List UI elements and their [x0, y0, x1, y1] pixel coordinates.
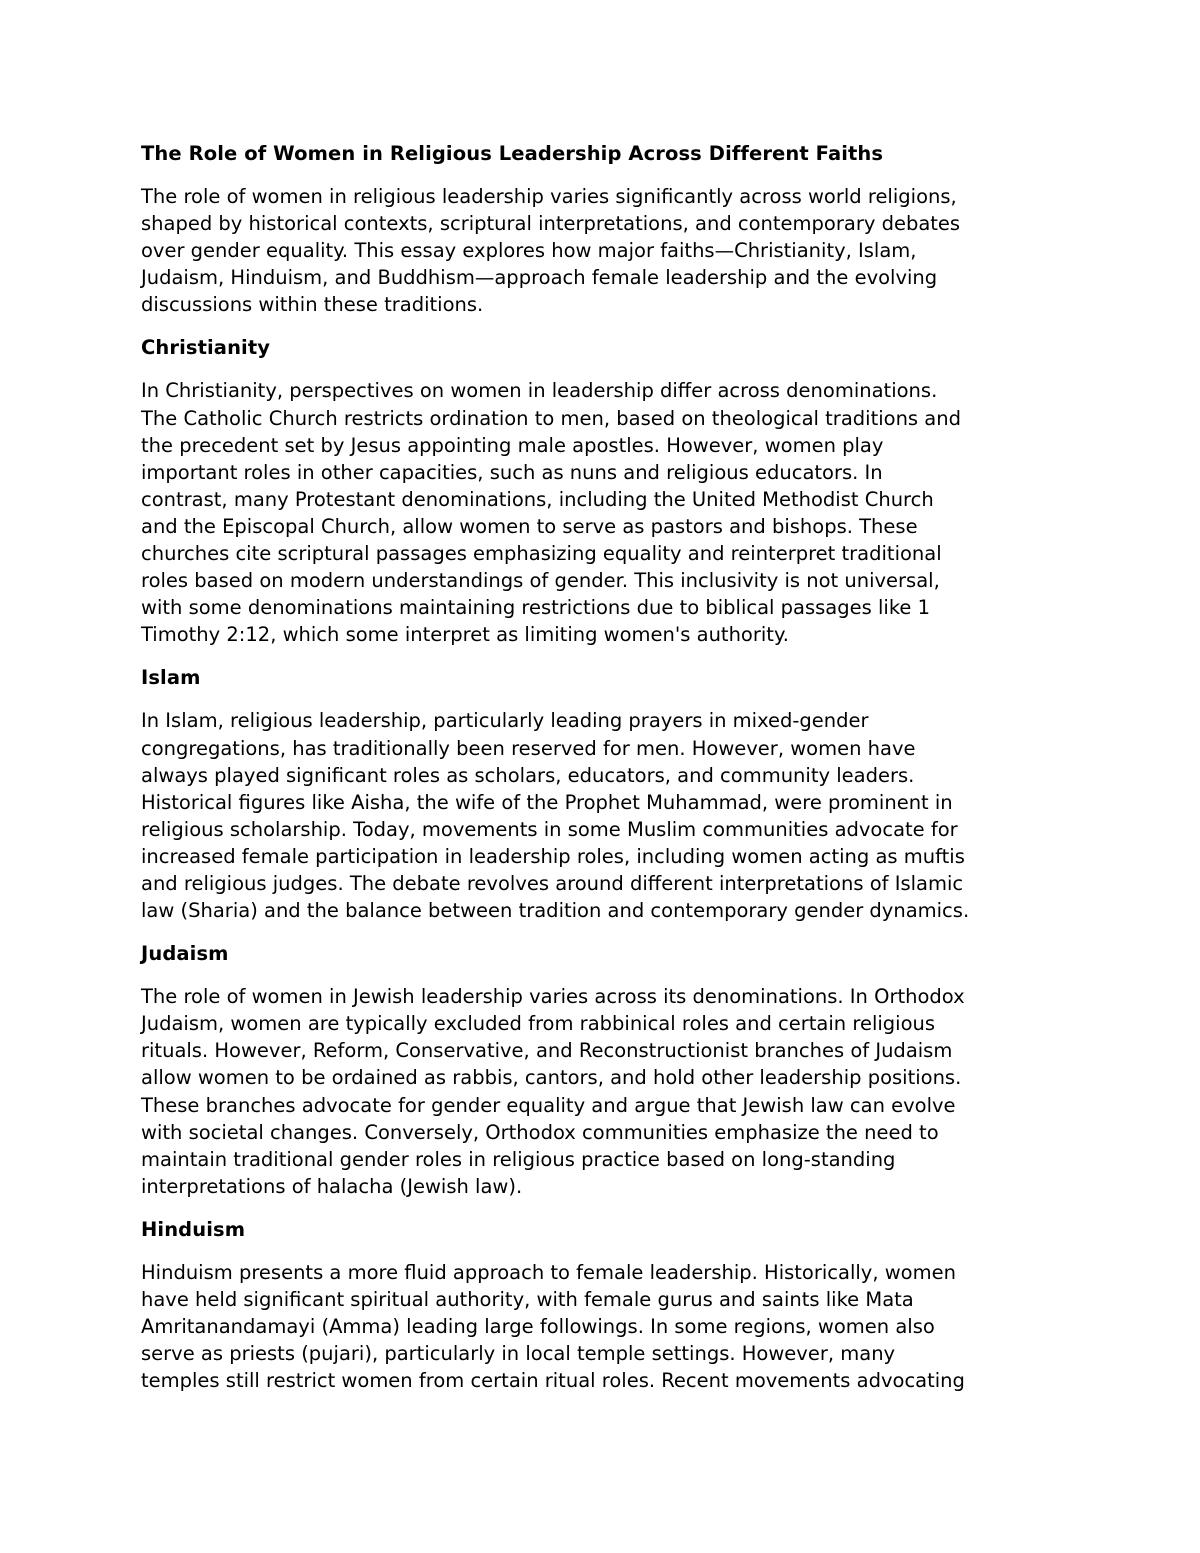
text-line: Amritanandamayi (Amma) leading large followings. In some regions, women also	[141, 1315, 935, 1339]
section-paragraph-hinduism	[141, 1259, 1076, 1394]
text-line: serve as priests (pujari), particularly in local temple settings. However, many	[141, 1342, 896, 1366]
section-heading-christianity: Christianity	[141, 336, 271, 360]
text-line: roles based on modern understandings of gender. This inclusivity is not universal,	[141, 569, 940, 593]
text-line: These branches advocate for gender equality and argue that Jewish law can evolve	[141, 1093, 956, 1117]
text-line: In Islam, religious leadership, particularly leading prayers in mixed-gender	[141, 709, 869, 733]
text-line: The role of women in religious leadership varies significantly across world religions,	[141, 185, 957, 208]
text-line: religious scholarship. Today, movements in some Muslim communities advocate for	[141, 817, 958, 841]
text-line: always played significant roles as scholars, educators, and community leaders.	[141, 763, 915, 787]
text-line: Hinduism presents a more fluid approach to female leadership. Historically, women	[141, 1260, 956, 1284]
document-page	[141, 140, 1076, 1410]
section-paragraph-islam	[141, 707, 1076, 924]
text-line: The role of women in Jewish leadership varies across its denominations. In Orthodox	[141, 985, 965, 1009]
text-line: allow women to be ordained as rabbis, cantors, and hold other leadership positions.	[141, 1066, 962, 1090]
section-heading-islam: Islam	[141, 666, 201, 690]
text-line: and religious judges. The debate revolves around different interpretations of Islamic	[141, 871, 964, 895]
text-line: Judaism, women are typically excluded from rabbinical roles and certain religious	[141, 1012, 936, 1036]
text-line: increased female participation in leadership roles, including women acting as muftis	[141, 844, 965, 868]
text-line: the precedent set by Jesus appointing male apostles. However, women play	[141, 433, 884, 457]
text-line: rituals. However, Reform, Conservative, and Reconstructionist branches of Judaism	[141, 1039, 953, 1063]
text-line: law (Sharia) and the balance between tradition and contemporary gender dynamics.	[141, 899, 970, 923]
section-heading-judaism: Judaism	[141, 942, 229, 966]
text-line: with some denominations maintaining restrictions due to biblical passages like 1	[141, 596, 931, 620]
text-line: Historical figures like Aisha, the wife of the Prophet Muhammad, were prominent in	[141, 790, 953, 814]
text-line: temples still restrict women from certain ritual roles. Recent movements advocating	[141, 1369, 965, 1393]
text-line: and the Episcopal Church, allow women to serve as pastors and bishops. These	[141, 514, 918, 538]
text-line: shaped by historical contexts, scriptural interpretations, and contemporary debates	[141, 212, 961, 236]
text-line: congregations, has traditionally been reserved for men. However, women have	[141, 736, 916, 760]
text-line: over gender equality. This essay explores how major faiths—Christianity, Islam,	[141, 239, 917, 263]
document-title: The Role of Women in Religious Leadership Across Different Faiths	[141, 142, 884, 165]
text-line: maintain traditional gender roles in religious practice based on long-standing	[141, 1147, 896, 1171]
text-line: discussions within these traditions.	[141, 293, 484, 317]
section-heading-hinduism: Hinduism	[141, 1217, 246, 1241]
text-line: interpretations of halacha (Jewish law).	[141, 1174, 523, 1198]
section-paragraph-christianity	[141, 377, 1076, 648]
text-line: with societal changes. Conversely, Orthodox communities emphasize the need to	[141, 1120, 939, 1144]
text-line: Judaism, Hinduism, and Buddhism—approach female leadership and the evolving	[141, 266, 938, 290]
text-line: The Catholic Church restricts ordination to men, based on theological traditions and	[141, 406, 961, 430]
text-line: contrast, many Protestant denominations, including the United Methodist Church	[141, 487, 934, 511]
text-line: important roles in other capacities, such as nuns and religious educators. In	[141, 460, 883, 484]
text-line: churches cite scriptural passages emphasizing equality and reinterpret traditional	[141, 542, 942, 566]
text-line: In Christianity, perspectives on women in leadership differ across denominations.	[141, 379, 938, 403]
text-line: Timothy 2:12, which some interpret as limiting women's authority.	[141, 623, 789, 647]
section-paragraph-judaism	[141, 983, 1076, 1200]
intro-paragraph	[141, 183, 1076, 318]
text-line: have held significant spiritual authority, with female gurus and saints like Mata	[141, 1288, 914, 1311]
